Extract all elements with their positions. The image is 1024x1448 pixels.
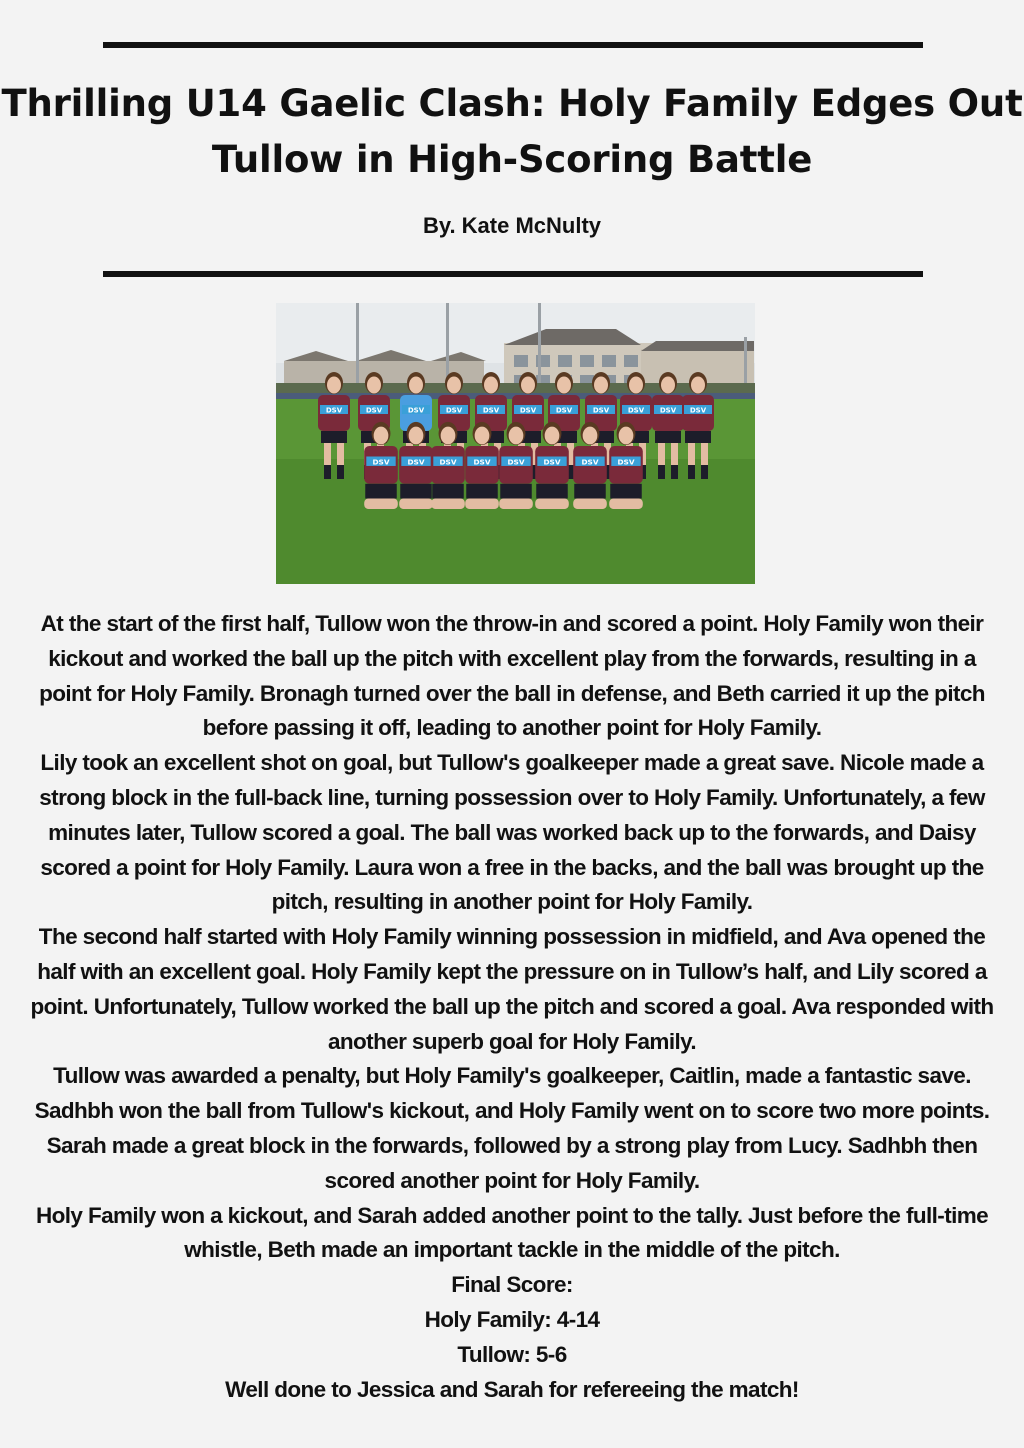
headline-line-1: Thrilling U14 Gaelic Clash: Holy Family Edges Out xyxy=(1,82,1023,125)
paragraph-2: Lily took an excellent shot on goal, but Tullow's goalkeeper made a great save. Nicole made a strong block in the full-back line, turning possession over to Holy Family. Unfortunately, a few minutes later, Tullow scored a goal. The ball was worked back up to the forwards, and Daisy scored a point for Holy Family. Laura won a free in the backs, and the ball was brought up the pitch, resulting in another point for Holy Family. xyxy=(39,750,985,915)
article-headline xyxy=(0,76,1024,188)
svg-text:DSV: DSV xyxy=(473,457,491,467)
svg-text:DSV: DSV xyxy=(617,457,635,467)
svg-text:DSV: DSV xyxy=(507,457,525,467)
svg-text:DSV: DSV xyxy=(482,406,500,415)
svg-text:DSV: DSV xyxy=(581,457,599,467)
paragraph-5: Holy Family won a kickout, and Sarah added another point to the tally. Just before the full-time whistle, Beth made an important tackle in the middle of the pitch. xyxy=(35,1202,989,1263)
svg-text:DSV: DSV xyxy=(627,406,645,415)
svg-text:DSV: DSV xyxy=(407,406,425,415)
svg-text:DSV: DSV xyxy=(689,406,707,415)
svg-text:DSV: DSV xyxy=(555,406,573,415)
paragraph-3: The second half started with Holy Family winning possession in midfield, and Ava opened the half with an excellent goal. Holy Family kept the pressure on in Tullow’s half, and Lily scored a point. Unfortunately, Tullow worked the ball up the pitch and scored a goal. Ava responded with another superb goal for Holy Family. xyxy=(30,924,994,1054)
paragraph-1: At the start of the first half, Tullow won the throw-in and scored a point. Holy Family won their kickout and worked the ball up the pitch with excellent play from the forwards, resulting in a point for Holy Family. Bronagh turned over the ball in defense, and Beth carried it up the pitch before passing it off, leading to another point for Holy Family. xyxy=(39,611,985,741)
svg-text:DSV: DSV xyxy=(445,406,463,415)
svg-text:DSV: DSV xyxy=(592,406,610,415)
svg-text:DSV: DSV xyxy=(325,406,343,415)
score-holy-family: Holy Family: 4-14 xyxy=(424,1306,600,1332)
svg-text:DSV: DSV xyxy=(372,457,390,467)
top-divider xyxy=(103,42,923,48)
article-body xyxy=(20,607,1004,1407)
bottom-divider xyxy=(103,271,923,277)
closing-note: Well done to Jessica and Sarah for refereeing the match! xyxy=(225,1376,799,1402)
headline-line-2: Tullow in High-Scoring Battle xyxy=(211,138,813,181)
svg-text:DSV: DSV xyxy=(407,457,425,467)
svg-text:DSV: DSV xyxy=(519,406,537,415)
svg-text:DSV: DSV xyxy=(439,457,457,467)
svg-text:DSV: DSV xyxy=(659,406,677,415)
final-score-label: Final Score: xyxy=(451,1272,573,1298)
paragraph-4: Tullow was awarded a penalty, but Holy Family's goalkeeper, Caitlin, made a fantastic save. Sadhbh won the ball from Tullow's kickout, and Holy Family went on to score two more points. Sarah made a great block in the forwards, followed by a strong play from Lucy. Sadhbh then scored another point for Holy Family. xyxy=(34,1063,990,1193)
team-photo xyxy=(276,303,755,584)
article-byline: By. Kate McNulty xyxy=(422,213,602,238)
score-tullow: Tullow: 5-6 xyxy=(457,1341,567,1367)
svg-text:DSV: DSV xyxy=(543,457,561,467)
svg-text:DSV: DSV xyxy=(365,406,383,415)
